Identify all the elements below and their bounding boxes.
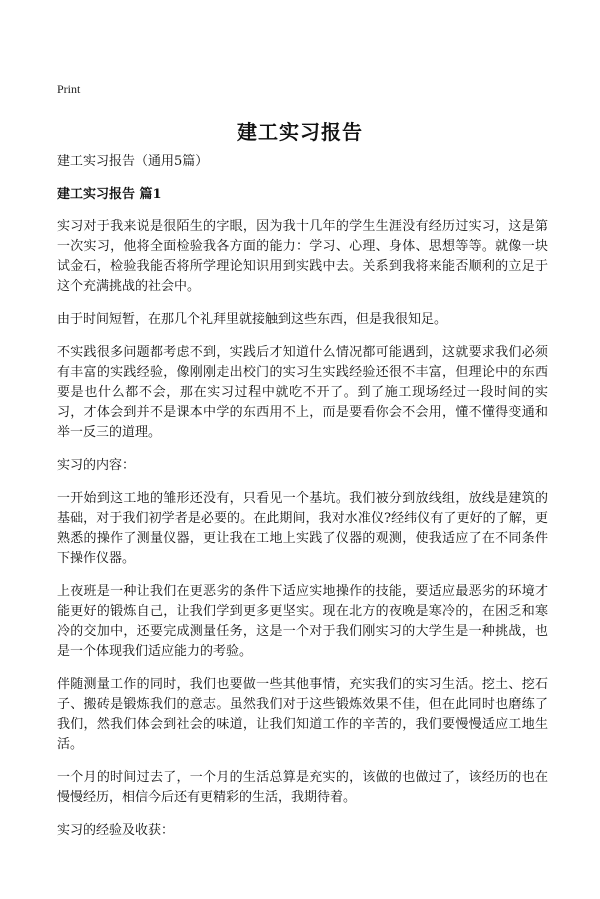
paragraph-4: 实习的内容： <box>57 458 136 473</box>
paragraph-9: 实习的经验及收获： <box>57 823 175 838</box>
paragraph-1: 实习对于我来说是很陌生的字眼，因为我十几年的学生生涯没有经历过实习，这是第一次实习，他将全面检验我各方面的能力：学习、心理、身体、思想等等。就像一块试金石，检验我能否将所学理论知识用到实践中去。关系到我将来能否顺利的立足于这个充满挑战的社会中。 <box>57 219 548 294</box>
paragraph-6: 上夜班是一种让我们在更恶劣的条件下适应实地操作的技能，要适应最恶劣的环境才能更好的锻炼自己，让我们学到更多更坚实。现在北方的夜晚是寒冷的，在困乏和寒冷的交加中，还要完成测量任务，这是一个对于我们刚实习的大学生是一种挑战，也是一个体现我们适应能力的考验。 <box>57 584 548 659</box>
document-title: 建工实习报告 <box>237 120 363 144</box>
paragraph-5: 一开始到这工地的雏形还没有，只看见一个基坑。我们被分到放线组，放线是建筑的基础，对于我们初学者是必要的。在此期间，我对水准仪?经纬仪有了更好的了解，更熟悉的操作了测量仪器，更让我在工地上实践了仪器的观测，使我适应了在不同条件下操作仪器。 <box>57 491 548 566</box>
paragraph-3: 不实践很多问题都考虑不到，实践后才知道什么情况都可能遇到，这就要求我们必须有丰富的实践经验，像刚刚走出校门的实习生实践经验还很不丰富，但理论中的东西要是也什么都不会，那在实习过程中就吃不开了。到了施工现场经过一段时间的实习，才体会到并不是课本中学的东西用不上，而是要看你会不会用，懂不懂得变通和举一反三的道理。 <box>57 345 548 440</box>
print-label: Print <box>57 82 81 96</box>
document-body <box>57 152 548 854</box>
document-subtitle: 建工实习报告（通用5篇） <box>57 154 209 169</box>
paragraph-8: 一个月的时间过去了，一个月的生活总算是充实的，该做的也做过了，该经历的也在慢慢经历，相信今后还有更精彩的生活，我期待着。 <box>57 770 548 805</box>
paragraph-2: 由于时间短暂，在那几个礼拜里就接触到这些东西，但是我很知足。 <box>57 312 448 327</box>
section-heading: 建工实习报告 篇1 <box>57 187 162 202</box>
paragraph-7: 伴随测量工作的同时，我们也要做一些其他事情，充实我们的实习生活。挖土、挖石子、搬砖是锻炼我们的意志。虽然我们对于这些锻炼效果不佳，但在此同时也磨练了我们，然我们体会到社会的味道，让我们知道工作的辛苦的，我们要慢慢适应工地生活。 <box>57 677 548 752</box>
